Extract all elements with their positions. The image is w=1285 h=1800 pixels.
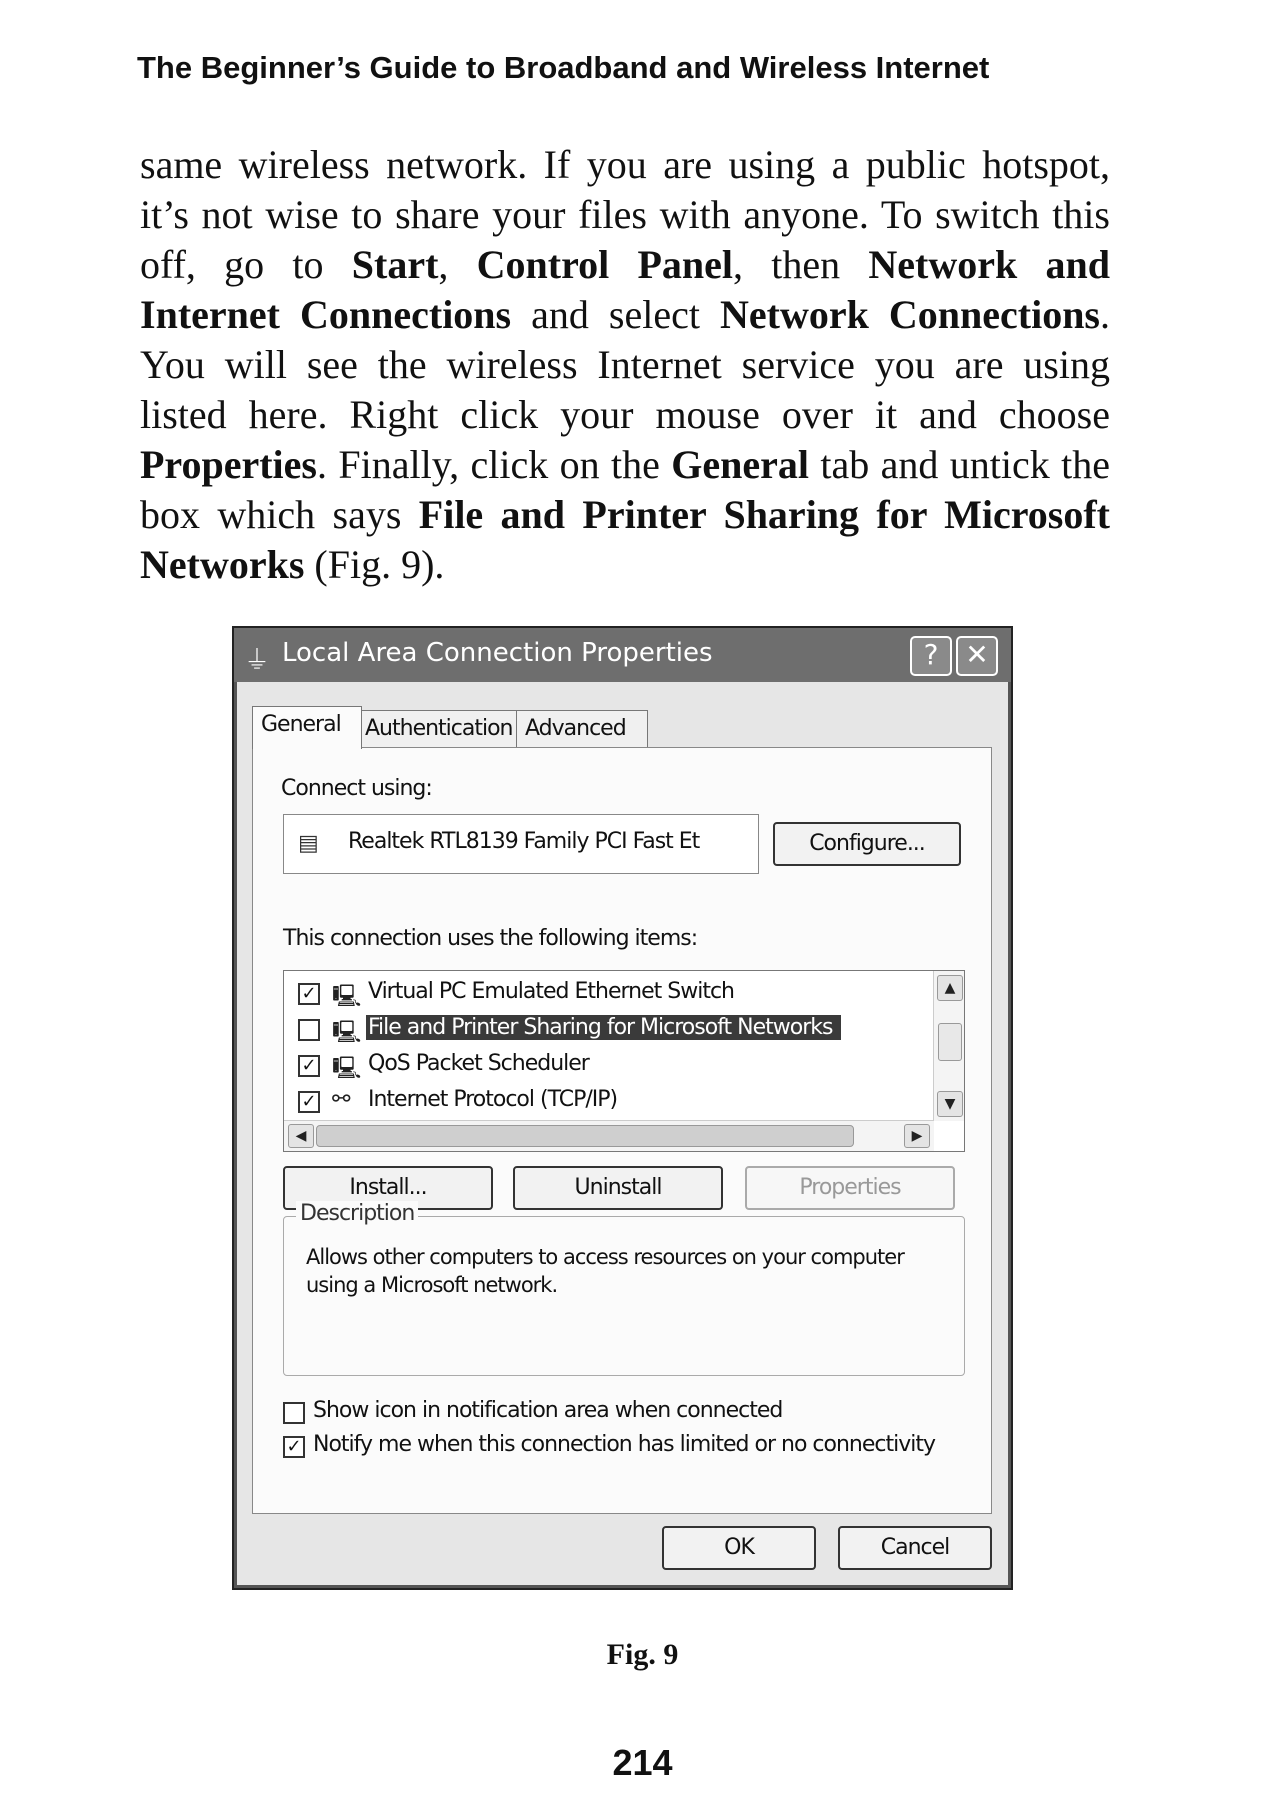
text-run: , [438,242,477,287]
items-label: This connection uses the following items: [283,926,698,951]
bold-term-start: Start [351,242,439,287]
protocol-icon: ⚯ [332,1087,351,1112]
dialog-title: Local Area Connection Properties [282,638,713,668]
text-run: same wireless network. If you are using a public hotspot, it’s not wise to share your files with anyone. To switch this off, go to [140,142,1110,287]
scroll-thumb[interactable] [316,1125,854,1147]
properties-dialog [232,626,1013,1590]
description-legend: Description [296,1201,418,1226]
scroll-up-icon[interactable]: ▲ [937,975,963,1001]
bold-term-file-printer-sharing: File and Printer Sharing for Microsoft Networks [140,492,1111,587]
close-button[interactable]: ✕ [956,636,998,676]
configure-button[interactable]: Configure... [773,822,961,866]
network-component-icon: 🖳 [332,984,362,1009]
adapter-field [283,814,759,874]
vertical-scrollbar[interactable] [933,971,964,1121]
help-button[interactable]: ? [910,636,952,676]
network-component-icon: 🖳 [332,1056,362,1081]
cancel-button[interactable]: Cancel [838,1526,992,1570]
item-label: QoS Packet Scheduler [368,1051,589,1076]
show-icon-checkbox[interactable] [283,1402,305,1424]
horizontal-scrollbar[interactable] [284,1120,934,1151]
scroll-thumb[interactable] [938,1023,962,1061]
item-label: File and Printer Sharing for Microsoft Networks [366,1015,841,1040]
figure-caption: Fig. 9 [606,1638,679,1671]
uninstall-button[interactable]: Uninstall [513,1166,723,1210]
item-checkbox[interactable] [298,1019,320,1041]
network-adapter-icon: ▤ [298,831,319,856]
scroll-right-icon[interactable]: ▶ [904,1124,930,1148]
tab-advanced[interactable]: Advanced [516,710,648,747]
title-bar[interactable] [234,628,1011,682]
bold-term-control-panel: Control Panel [476,242,734,287]
description-text: Allows other computers to access resources on your computer using a Microsoft network. [306,1245,904,1297]
scroll-down-icon[interactable]: ▼ [937,1091,963,1117]
text-run: (Fig. 9). [304,542,445,587]
text-run: , then [733,242,869,287]
connect-using-label: Connect using: [281,776,432,801]
bold-term-general: General [671,442,809,487]
item-checkbox[interactable]: ✓ [298,1091,320,1113]
tab-authentication[interactable]: Authentication [356,710,524,747]
text-run: . Finally, click on the [316,442,672,487]
network-connection-icon: ⏚ [244,646,271,676]
components-list [283,970,965,1152]
general-tab-panel [252,747,992,1514]
scroll-left-icon[interactable]: ◀ [288,1124,314,1148]
body-paragraph [140,140,1110,590]
network-component-icon: 🖳 [332,1020,362,1045]
install-button[interactable]: Install... [283,1166,493,1210]
bold-term-properties: Properties [140,442,317,487]
text-run: . You will see the wireless Internet service you are using listed here. Right click your mouse over it and choose [140,292,1111,437]
show-icon-label: Show icon in notification area when connected [313,1398,783,1423]
item-label: Virtual PC Emulated Ethernet Switch [368,979,734,1004]
bold-term-network-internet: Network and Internet Connections [140,242,1110,337]
ok-button[interactable]: OK [662,1526,816,1570]
tab-general[interactable]: General [252,706,362,749]
item-label: Internet Protocol (TCP/IP) [368,1087,618,1112]
notify-checkbox[interactable]: ✓ [283,1436,305,1458]
adapter-name: Realtek RTL8139 Family PCI Fast Et [348,829,700,854]
text-run: tab and untick the box which says [140,442,1111,537]
properties-button[interactable]: Properties [745,1166,955,1210]
text-run: and select [511,292,720,337]
page-number: 214 [612,1742,673,1783]
item-checkbox[interactable]: ✓ [298,983,320,1005]
bold-term-network-connections: Network Connections [720,292,1101,337]
description-group [283,1201,965,1376]
item-checkbox[interactable]: ✓ [298,1055,320,1077]
running-head: The Beginner’s Guide to Broadband and Wireless Internet [137,50,990,85]
notify-label: Notify me when this connection has limited or no connectivity [313,1432,935,1457]
